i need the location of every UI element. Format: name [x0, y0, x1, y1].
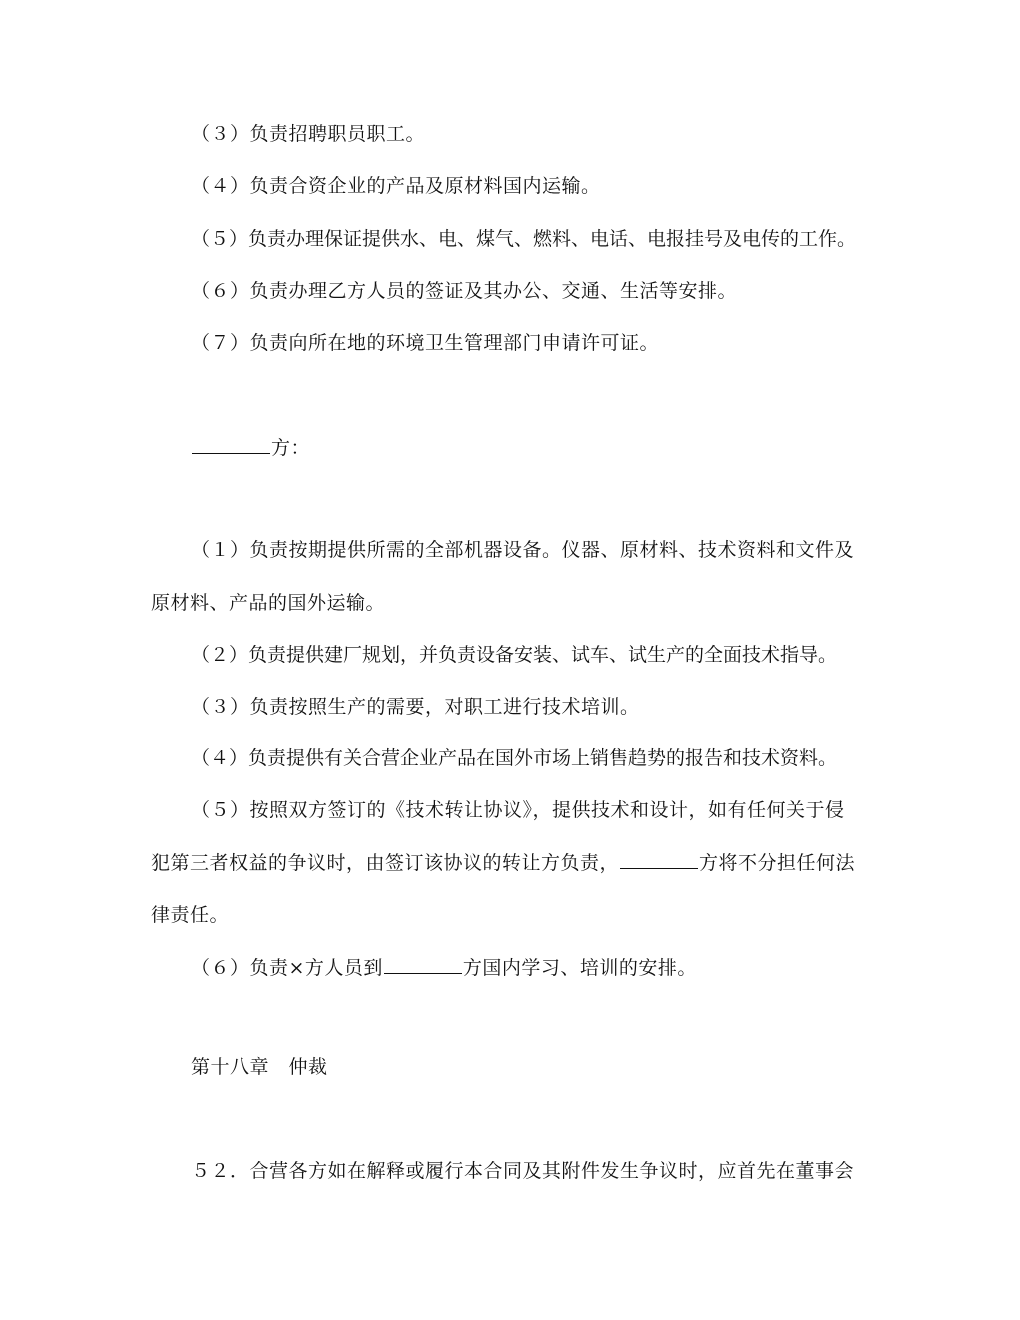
party-item-5-blank	[620, 850, 698, 869]
party-item-5-line-1: （５）按照双方签订的《技术转让协议》，提供技术和设计，如有任何关于侵	[191, 799, 845, 821]
party-item-6-blank	[384, 955, 462, 974]
party-item-6	[191, 955, 697, 980]
party-item-1-line-2: 原材料、产品的国外运输。	[151, 592, 386, 614]
duty-item-3: （３）负责招聘职员职工。	[191, 123, 426, 145]
party-item-5-line-2-end: 方将不分担任何法	[699, 852, 856, 874]
party-item-5-line-2	[151, 850, 855, 875]
party-item-5-line-3: 律责任。	[151, 904, 230, 926]
party-heading	[191, 435, 310, 460]
party-item-4: （４）负责提供有关合营企业产品在国外市场上销售趋势的报告和技术资料。	[191, 747, 838, 769]
duty-item-7: （７）负责向所在地的环境卫生管理部门申请许可证。	[191, 332, 660, 354]
article-52: ５２．合营各方如在解释或履行本合同及其附件发生争议时，应首先在董事会	[191, 1160, 855, 1182]
party-item-5-line-2-start: 犯第三者权益的争议时，由签订该协议的转让方负责，	[151, 852, 620, 874]
party-item-1-line-1: （１）负责按期提供所需的全部机器设备。仪器、原材料、技术资料和文件及	[191, 539, 855, 561]
chapter-title: 第十八章 仲裁	[191, 1056, 328, 1078]
party-item-6-start: （６）负责×方人员到	[191, 957, 383, 979]
party-item-2: （２）负责提供建厂规划，并负责设备安装、试车、试生产的全面技术指导。	[191, 644, 838, 666]
party-item-6-end: 方国内学习、培训的安排。	[462, 957, 697, 979]
duty-item-5: （５）负责办理保证提供水、电、煤气、燃料、电话、电报挂号及电传的工作。	[191, 228, 857, 250]
duty-item-4: （４）负责合资企业的产品及原材料国内运输。	[191, 175, 601, 197]
party-heading-suffix: 方：	[271, 437, 311, 459]
duty-item-6: （６）负责办理乙方人员的签证及其办公、交通、生活等安排。	[191, 280, 738, 302]
party-item-3: （３）负责按照生产的需要，对职工进行技术培训。	[191, 696, 640, 718]
party-blank	[192, 435, 270, 454]
